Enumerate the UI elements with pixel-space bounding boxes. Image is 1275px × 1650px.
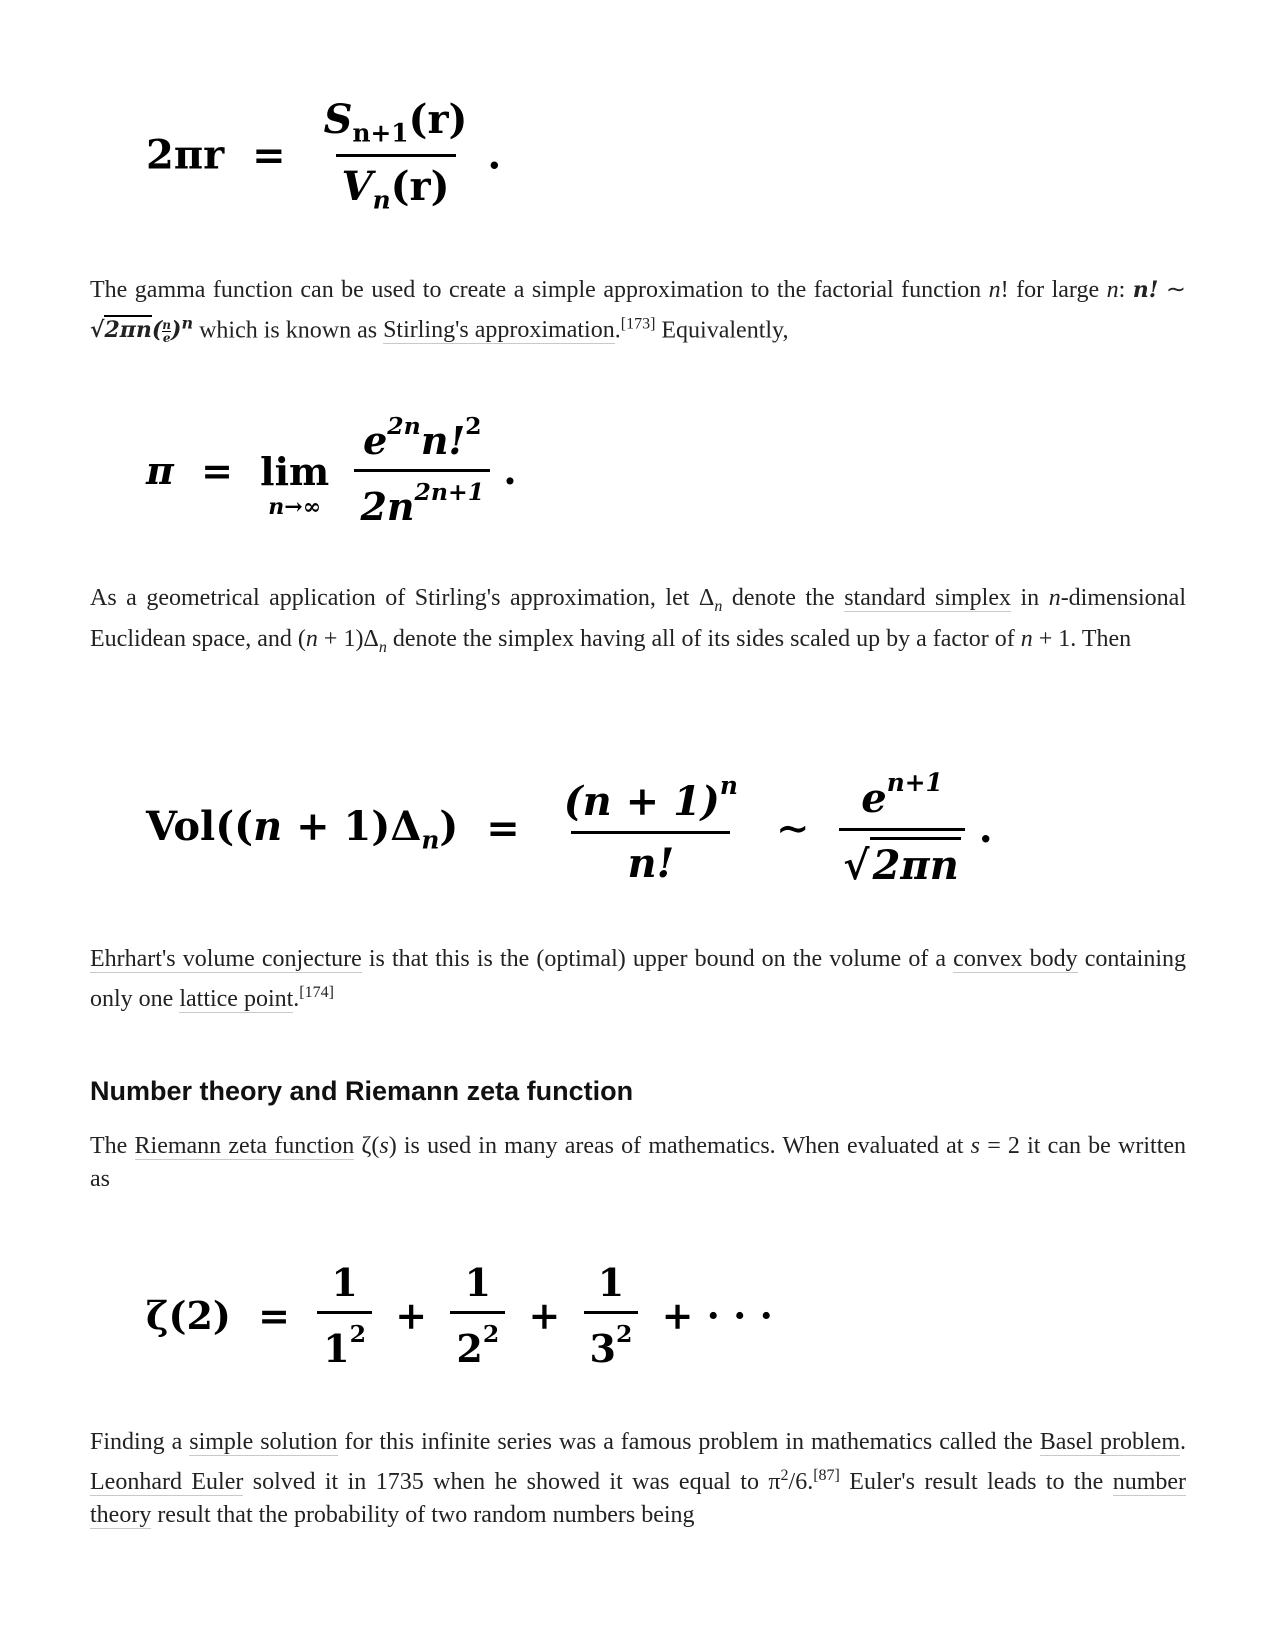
link-basel-problem[interactable]: Basel problem bbox=[1039, 1429, 1180, 1455]
eq4-plus-1: + bbox=[395, 1293, 428, 1338]
link-standard-simplex[interactable]: standard simplex bbox=[844, 585, 1011, 611]
link-simple-solution[interactable]: simple solution bbox=[189, 1429, 338, 1455]
link-convex-body[interactable]: convex body bbox=[953, 946, 1078, 972]
citation-174[interactable]: [174] bbox=[299, 984, 334, 1001]
eq1-period: . bbox=[487, 131, 502, 179]
citation-173[interactable]: [173] bbox=[620, 315, 656, 333]
eq1-numerator: $S_{n+1}(r)$ bbox=[323, 96, 468, 148]
eq3-fraction-2: $\frac{e^{n+1}}{√2\pi n}$ bbox=[839, 768, 965, 889]
paragraph-riemann-zeta: The Riemann zeta function ζ(s) is used in many areas of mathematics. When evaluated at s = 2 it can be written as bbox=[90, 1133, 1187, 1192]
eq2-limit: lim n→∞ bbox=[260, 449, 330, 521]
eq3-lhs: $Vol((n + 1)\Delta_n)$ bbox=[146, 802, 459, 855]
eq4-term-1: $\frac{1}{1^2}$ bbox=[317, 1260, 372, 1371]
eq3-equals: = bbox=[486, 805, 520, 853]
equation-pi-limit bbox=[146, 412, 517, 529]
link-number-theory[interactable]: number theory bbox=[90, 1469, 1186, 1528]
paragraph-stirling: The gamma function can be used to create a simple approximation to the factorial function n! for large n: n! ∼ √2πn( $\frac{n}{e}$ )$^n$ which is known as Stirling's approximation.[173] Equivalently, bbox=[90, 277, 1186, 345]
stirling-inline-formula: √2πn( $\frac{n}{e}$ )$^n$ bbox=[90, 314, 194, 345]
eq2-lhs: π bbox=[146, 448, 174, 494]
eq2-period: . bbox=[503, 448, 517, 494]
paragraph-basel: Finding a simple solution for this infinite series was a famous problem in mathematics called the Basel problem. Leonhard Euler solved it in 1735 when he showed it was equal to $\pi^2/6.[87]$ Euler's result leads to the number theory result that the probability of two random numbers being bbox=[90, 1429, 1186, 1528]
eq2-denominator: $2n^{2n+1}$ bbox=[354, 469, 490, 529]
link-lattice-point[interactable]: lattice point bbox=[179, 986, 294, 1012]
paragraph-ehrhart: Ehrhart's volume conjecture is that this is the (optimal) upper bound on the volume of a convex body containing only one lattice point.[174] bbox=[90, 946, 1187, 1012]
eq1-fraction bbox=[318, 96, 474, 214]
citation-87[interactable]: [87] bbox=[813, 1467, 840, 1484]
eq2-equals: = bbox=[201, 448, 233, 494]
eq4-tail: + · · · bbox=[661, 1293, 773, 1338]
eq1-lhs: 2πr bbox=[146, 131, 225, 179]
eq2-fraction bbox=[354, 412, 490, 529]
eq3-asymptotic: ∼ bbox=[775, 805, 810, 853]
equation-zeta-series bbox=[146, 1260, 773, 1371]
eq4-term-3: $\frac{1}{3^2}$ bbox=[584, 1260, 639, 1371]
link-stirlings-approximation[interactable]: Stirling's approximation bbox=[383, 317, 615, 344]
eq4-term-2: $\frac{1}{2^2}$ bbox=[450, 1260, 505, 1371]
equation-circumference bbox=[146, 96, 501, 214]
eq4-plus-2: + bbox=[528, 1293, 561, 1338]
section-heading: Number theory and Riemann zeta function bbox=[90, 1076, 634, 1106]
eq4-lhs: ζ(2) bbox=[146, 1293, 231, 1338]
eq1-denominator: $V_n(r)$ bbox=[336, 154, 456, 215]
equation-simplex-volume bbox=[146, 768, 993, 889]
eq2-numerator: $e^{2n}n!^2$ bbox=[363, 412, 482, 464]
link-ehrharts-volume-conjecture[interactable]: Ehrhart's volume conjecture bbox=[90, 946, 362, 972]
paragraph-simplex: As a geometrical application of Stirling's approximation, let $\Delta_n$ denote the standard simplex in n-dimensional Euclidean space, and $(n + 1)\Delta_n$ denote the simplex having all of its sides scaled up by a factor of n + 1. Then bbox=[90, 585, 1186, 656]
eq3-fraction-1: $\frac{(n + 1)^n}{n!}$ bbox=[563, 770, 738, 887]
link-riemann-zeta-function[interactable]: Riemann zeta function bbox=[134, 1133, 355, 1159]
link-leonhard-euler[interactable]: Leonhard Euler bbox=[90, 1469, 244, 1495]
eq4-equals: = bbox=[258, 1293, 290, 1338]
eq3-period: . bbox=[978, 805, 993, 853]
eq1-equals: = bbox=[252, 131, 286, 179]
